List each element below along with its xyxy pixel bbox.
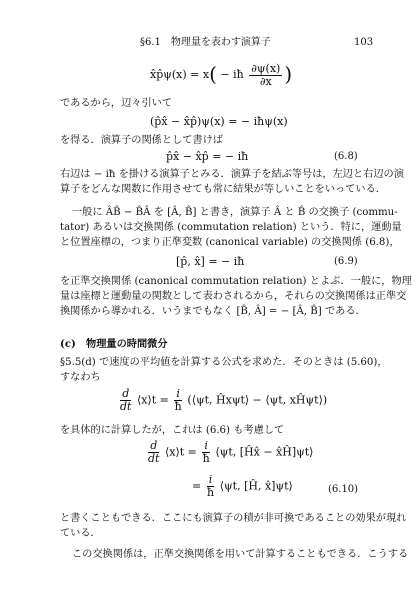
paragraph-line: 算子をどんな関数に作用させても常に結果が等しいことをいっている． xyxy=(60,184,386,195)
eq-610b-i-hbar xyxy=(207,474,215,499)
paragraph-line: tator) あるいは交換関係 (commutation relation) という．特に，運動量 xyxy=(60,222,402,233)
eq-560-d-dt xyxy=(120,388,131,413)
paragraph-line: と位置座標の，つまり正準変数 (canonical variable) の交換関係 (6.8)， xyxy=(60,237,400,248)
page-number: 103 xyxy=(354,37,374,48)
eq-560-hbar: ħ xyxy=(174,400,182,413)
running-header: §6.1 物理量を表わす演算子 xyxy=(140,37,271,48)
equation-6-10b xyxy=(192,474,293,499)
paragraph-line: 一般に ÂB̂ − B̂Â を [Â, B̂] と書き，演算子 Â と B̂ の交換子 (commu- xyxy=(72,207,398,218)
equation-top xyxy=(150,62,292,88)
eq-610a-hbar: ħ xyxy=(202,452,210,465)
paragraph-line: であるから，辺々引いて xyxy=(60,98,173,109)
eq-top-denominator: ∂x xyxy=(259,74,272,88)
eq-610a-d: d xyxy=(148,440,159,453)
eq-610a-d-dt xyxy=(148,440,159,465)
paragraph-line: と書くこともできる．ここにも演算子の積が非可換であることの効果が現れ xyxy=(60,513,407,524)
eq-560-i: i xyxy=(176,387,180,400)
paragraph-line: すなわち xyxy=(60,372,101,383)
eq-610a-dt: dt xyxy=(148,452,160,465)
eq-610a-i-hbar xyxy=(202,440,210,465)
subsection-heading: (c) 物理量の時間微分 xyxy=(60,338,168,350)
equation-number-6-10: (6.10) xyxy=(328,484,359,495)
eq-560-dt: dt xyxy=(120,400,132,413)
eq-610b-equals: = xyxy=(192,479,202,493)
eq-top-numerator: ∂ψ(x) xyxy=(251,61,281,75)
paragraph-line: §5.5(d) で速度の平均値を計算する公式を求めた．そのときは (5.60)， xyxy=(60,357,388,368)
eq-610b-hbar: ħ xyxy=(206,486,215,499)
eq-610b-i: i xyxy=(208,473,213,486)
paragraph-line: を具体的に計算したが，これは (6.6) も考慮して xyxy=(60,425,285,436)
eq-top-minus-ih: − iħ xyxy=(220,68,244,81)
equation-6-9: [p̂, x̂] = − iħ xyxy=(176,255,245,268)
paragraph-line: この交換関係は，正準交換関係を用いて計算することもできる．こうする xyxy=(72,549,409,560)
eq-top-fraction xyxy=(249,63,282,88)
paragraph-line: 量は座標と運動量の関数として表わされるから，それらの交換関係は正準交 xyxy=(60,291,407,302)
paragraph-line: を得る．演算子の関係として書けば xyxy=(60,135,223,146)
eq-610b-rhs: ⟨ψt, [Ĥ, x̂]ψt⟩ xyxy=(219,479,293,493)
eq-560-d: d xyxy=(120,388,131,401)
equation-mid: (p̂x̂ − x̂p̂)ψ(x) = − iħψ(x) xyxy=(150,115,288,128)
equation-6-8: p̂x̂ − x̂p̂ = − iħ xyxy=(166,150,249,163)
eq-610a-rhs: ⟨ψt, [Ĥx̂ − x̂Ĥ]ψt⟩ xyxy=(215,445,314,459)
eq-610a-i: i xyxy=(204,439,208,452)
paragraph-line: 右辺は − iħ を掛ける演算子とみる．演算子を結ぶ等号は，左辺と右辺の演 xyxy=(60,169,404,180)
equation-number-6-9: (6.9) xyxy=(334,256,358,267)
equation-6-10a xyxy=(146,440,313,465)
eq-top-lhs: x̂p̂ψ(x) = x xyxy=(150,68,210,81)
equation-number-6-8: (6.8) xyxy=(334,151,358,162)
paragraph-line: 換関係から導かれる．いうまでもなく [B̂, Â] = − [Â, B̂] である． xyxy=(60,306,366,317)
eq-560-lhs: ⟨x⟩t = xyxy=(136,393,169,407)
paragraph-line: を正準交換関係 (canonical commutation relation) とよぶ．一般に，物理 xyxy=(60,276,412,287)
eq-560-i-hbar xyxy=(174,388,182,413)
eq-560-rhs: (⟨ψt, Ĥxψt⟩ − ⟨ψt, xĤψt⟩) xyxy=(187,393,328,407)
eq-610a-lhs: ⟨x⟩t = xyxy=(164,445,197,459)
eq-top-paren-close: ) xyxy=(284,62,293,86)
equation-5-60 xyxy=(118,388,327,413)
eq-top-paren-open: ( xyxy=(209,62,217,86)
paragraph-line: ている． xyxy=(60,528,101,539)
